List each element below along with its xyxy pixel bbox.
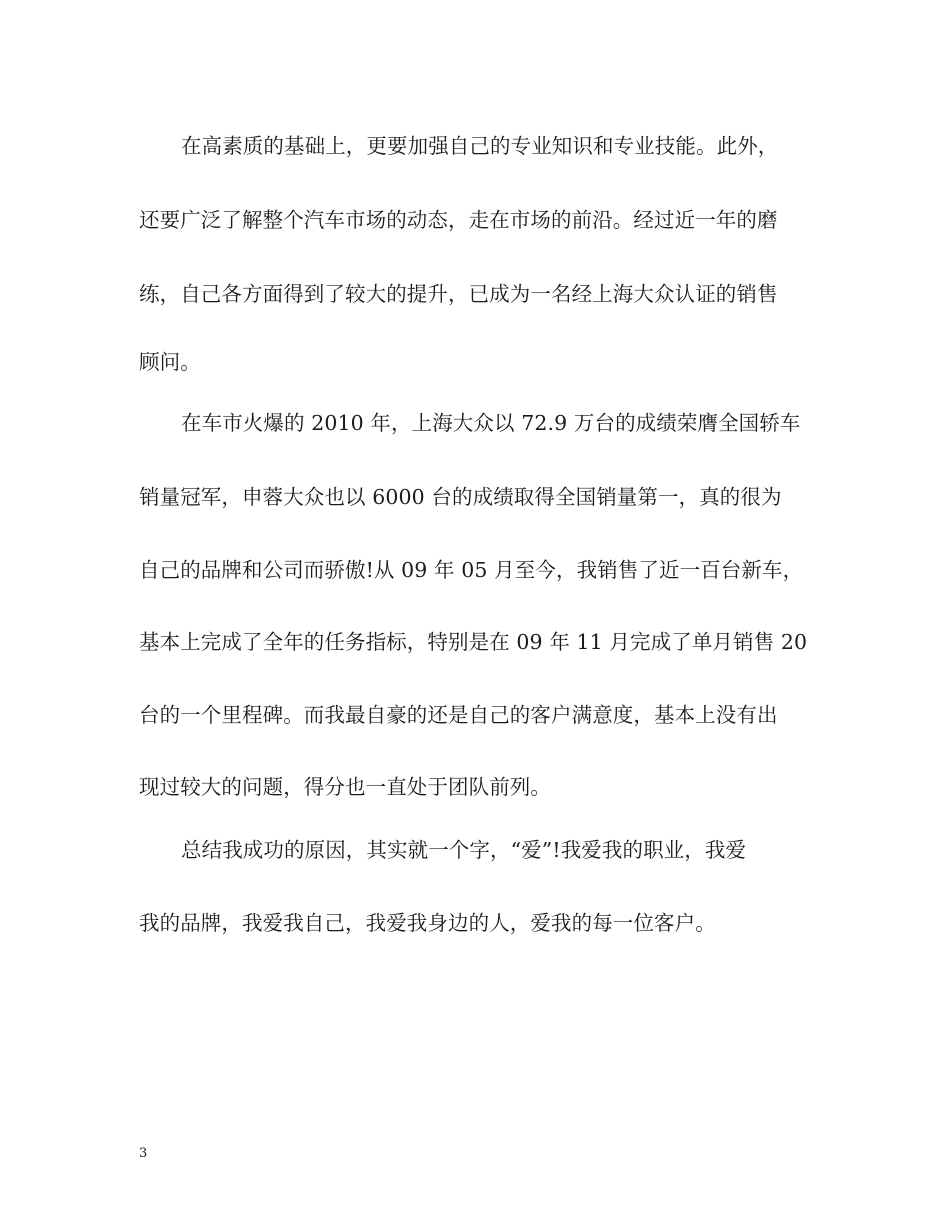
paragraph-1-line-1: 在高素质的基础上，更要加强自己的专业知识和专业技能。此外， <box>181 134 779 158</box>
page-number: 3 <box>139 1146 148 1161</box>
paragraph-2-line-6: 现过较大的问题，得分也一直处于团队前列。 <box>139 775 551 799</box>
paragraph-1-line-4: 顾问。 <box>139 350 201 374</box>
paragraph-2-line-3: 自己的品牌和公司而骄傲!从 09 年 05 月至今，我销售了近一百台新车， <box>139 558 804 582</box>
paragraph-3-line-2: 我的品牌，我爱我自己，我爱我身边的人，爱我的每一位客户。 <box>139 911 716 935</box>
paragraph-2-line-4: 基本上完成了全年的任务指标，特别是在 09 年 11 月完成了单月销售 20 <box>139 630 808 654</box>
paragraph-2-line-1: 在车市火爆的 2010 年，上海大众以 72.9 万台的成绩荣膺全国轿车 <box>181 411 801 435</box>
paragraph-3-line-1: 总结我成功的原因，其实就一个字，“爱”!我爱我的职业，我爱 <box>181 838 747 862</box>
paragraph-1-line-3: 练，自己各方面得到了较大的提升，已成为一名经上海大众认证的销售 <box>139 282 778 306</box>
paragraph-1-line-2: 还要广泛了解整个汽车市场的动态，走在市场的前沿。经过近一年的磨 <box>139 208 778 232</box>
paragraph-2-line-5: 台的一个里程碑。而我最自豪的还是自己的客户满意度，基本上没有出 <box>139 703 778 727</box>
paragraph-2-line-2: 销量冠军，申蓉大众也以 6000 台的成绩取得全国销量第一，真的很为 <box>139 485 782 509</box>
